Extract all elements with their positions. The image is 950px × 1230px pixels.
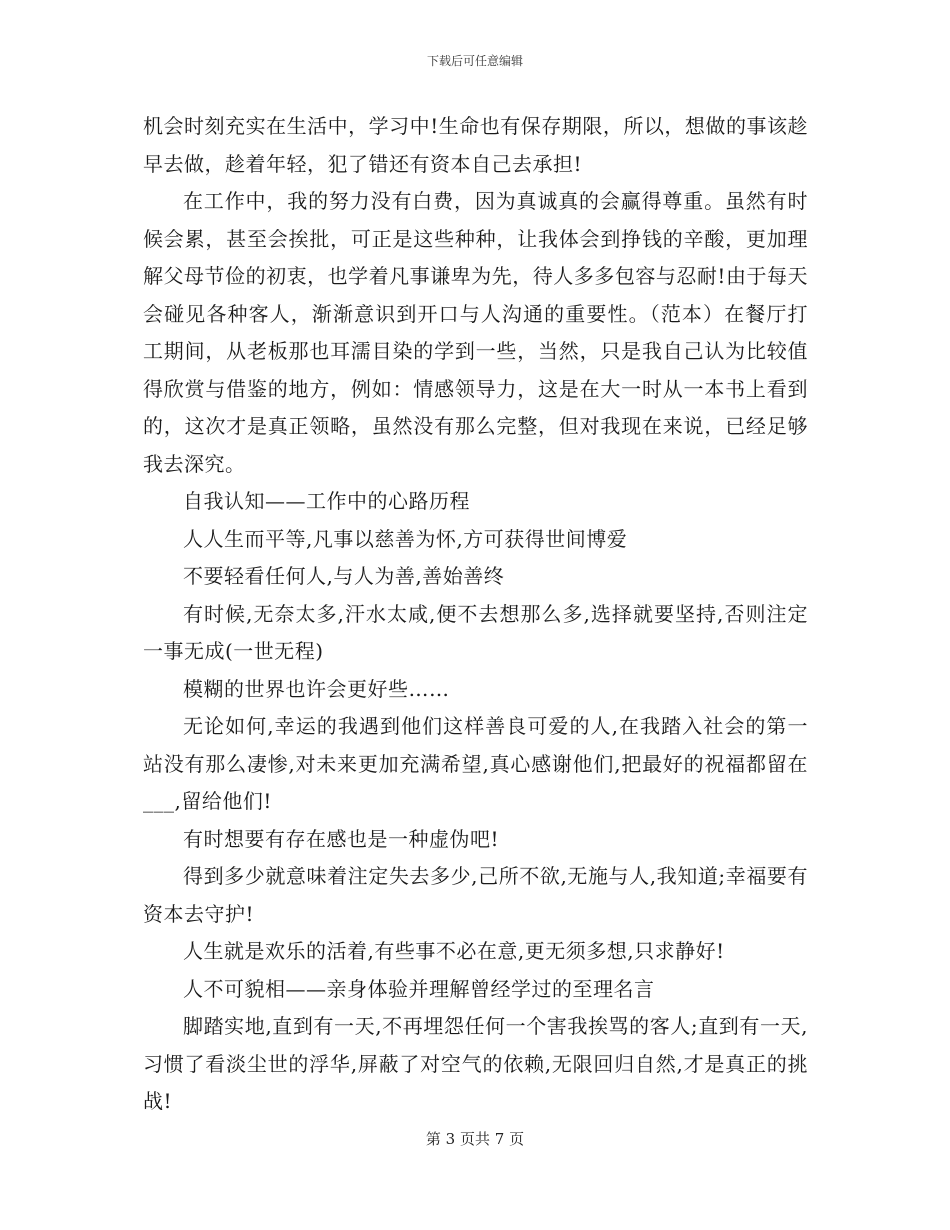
page-number-footer: 第 3 页共 7 页 xyxy=(425,1130,525,1148)
paragraph-continuation: 机会时刻充实在生活中，学习中!生命也有保存期限，所以，想做的事该趁早去做，趁着年轻，犯了错还有资本自己去承担! xyxy=(143,114,808,176)
paragraph-presence: 有时想要有存在感也是一种虚伪吧! xyxy=(183,826,500,851)
page-header-note: 下载后可任意编辑 xyxy=(426,54,523,68)
paragraph-gain-loss: 得到多少就意味着注定失去多少,己所不欲,无施与人,我知道;幸福要有资本去守护! xyxy=(143,864,808,926)
paragraph-work-experience: 在工作中，我的努力没有白费，因为真诚真的会赢得尊重。虽然有时候会累，甚至会挨批，可正是这些种种，让我体会到挣钱的辛酸，更加理解父母节俭的初衷，也学着凡事谦卑为先，待人多多包容与忍耐!由于每天会碰见各种客人，渐渐意识到开口与人沟通的重要性。（范本）在餐厅打工期间，从老板那也耳濡目染的学到一些，当然，只是我自己认为比较值得欣赏与借鉴的地方，例如：情感领导力，这是在大一时从一本书上看到的，这次才是真正领略，虽然没有那么完整，但对我现在来说，已经足够我去深究。 xyxy=(143,189,808,476)
paragraph-gratitude: 无论如何,幸运的我遇到他们这样善良可爱的人,在我踏入社会的第一站没有那么凄惨,对未来更加充满希望,真心感谢他们,把最好的祝福都留在___,留给他们! xyxy=(143,714,808,813)
paragraph-down-to-earth: 脚踏实地,直到有一天,不再埋怨任何一个害我挨骂的客人;直到有一天,习惯了看淡尘世的浮华,屏蔽了对空气的依赖,无限回归自然,才是真正的挑战! xyxy=(143,1014,808,1113)
section-heading-self-awareness: 自我认知——工作中的心路历程 xyxy=(183,489,470,513)
section-heading-appearance: 人不可貌相——亲身体验并理解曾经学过的至理名言 xyxy=(183,976,655,1001)
paragraph-equality: 人人生而平等,凡事以慈善为怀,方可获得世间博爱 xyxy=(183,526,628,551)
paragraph-kindness: 不要轻看任何人,与人为善,善始善终 xyxy=(183,564,505,588)
paragraph-persistence: 有时候,无奈太多,汗水太咸,便不去想那么多,选择就要坚持,否则注定一事无成(一世无程) xyxy=(143,601,808,663)
document-body xyxy=(143,108,808,1121)
paragraph-blurry-world: 模糊的世界也许会更好些…… xyxy=(183,676,450,701)
paragraph-joyful-life: 人生就是欢乐的活着,有些事不必在意,更无须多想,只求静好! xyxy=(183,939,725,963)
